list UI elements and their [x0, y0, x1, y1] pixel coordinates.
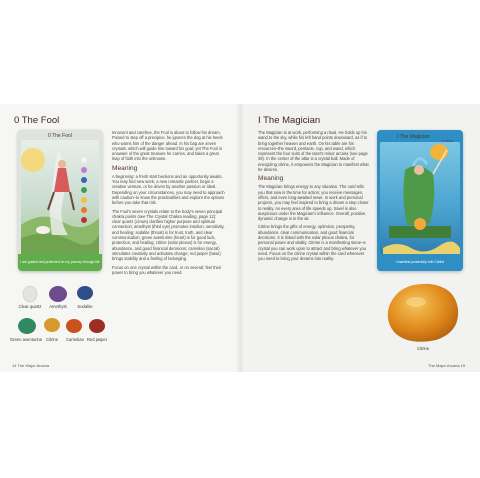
right-page-footer: The Major Arcana 15 — [428, 363, 466, 368]
carnelian-stone — [66, 319, 82, 333]
stone-label-red-jasper: Red jasper — [86, 337, 108, 342]
fool-card-art — [18, 130, 102, 271]
magician-card-subtitle: CITRINE — [441, 139, 453, 143]
magician-intro: The Magician is at work, performing a ritual. He holds up his wand to the sky, while his left hand points downward, as if to bring together heaven and earth. On his table are his resources–the sword, pentacle, cup, and wand, which represent the four suits of the tarot's minor arcana (see page 39). In the center of the altar is a crystal ball. Made of energizing citrine, it empowers the Magician to manifest what he desires. — [258, 130, 369, 173]
fool-meaning-p1: A beginning: a fresh start beckons and an opportunity awaits. You may find new work, a new romantic partner, begin a creative venture, or be driven by another passion or ideal. Depending on your circumstances, you may need to approach with caution–to know the practicalities and explore the options before you take that risk. — [112, 173, 225, 206]
fool-card-caption: I am guided and protected on my journey through life — [20, 260, 100, 264]
amethyst-stone — [49, 286, 67, 302]
stone-label-citrine-right: Citrine — [416, 346, 430, 351]
left-page — [0, 104, 240, 372]
stone-label-carnelian: Carnelian — [66, 337, 84, 342]
stone-label-citrine: Citrine — [45, 337, 59, 342]
stone-label-clear-quartz: Clear quartz — [18, 304, 42, 309]
magician-page-title: I The Magician — [258, 115, 321, 126]
magician-card-title: I The Magician — [397, 134, 430, 140]
left-page-footer: 14 The Major Arcana — [12, 363, 50, 368]
fool-intro: Innocent and carefree, the Fool is about to follow his dream. Poised to step off a precipice, he ignores the dog at his heels who warns him of the danger ahead. In his bag are seven crystals, which will guide him toward his goal; yet The Fool is unaware of the great treasure he carries, and takes a great leap of faith into the unknown. — [112, 130, 223, 162]
citrine-stone — [44, 318, 60, 332]
citrine-stone — [388, 284, 458, 342]
book-gutter — [236, 104, 244, 372]
stone-label-green-aventurine: Green aventurine — [9, 337, 43, 342]
magician-text-column — [258, 130, 370, 265]
fool-text-column — [112, 130, 226, 278]
fool-page-title: 0 The Fool — [14, 115, 60, 126]
clear-quartz-stone — [23, 286, 37, 302]
fool-card — [18, 130, 102, 271]
sodalite-stone — [77, 286, 93, 300]
magician-card-art — [377, 130, 463, 271]
green-aventurine-stone — [18, 318, 36, 334]
fool-card-title: 0 The Fool — [48, 133, 72, 139]
fool-meaning-p3: Focus on one crystal within the card, or on several; feel their power to bring you whatever you need. — [112, 264, 222, 275]
stone-label-amethyst: Amethyst — [49, 304, 67, 309]
red-jasper-stone — [89, 319, 105, 333]
fool-meaning-heading: Meaning — [112, 164, 138, 172]
magician-meaning-p1: The Magician brings energy to any situation. The card tells you that now is the time for action; you receive messages, offers, and even long-awaited news. In work and personal projects, you may feel inspired to bring a dream a step closer to reality. As every area of life speeds up, travel is also auspicious under the Magician's influence. Overall, positive, dynamic change is in the air. — [258, 184, 369, 222]
magician-card — [377, 130, 463, 271]
magician-meaning-heading: Meaning — [258, 175, 284, 183]
stone-label-sodalite: Sodalite — [77, 304, 93, 309]
fool-meaning-p2: The Fool's seven crystals relate to the body's seven principal chakra points (see The Crystal Chakra reading, page 12): clear quartz (crown) clarifies higher purpose and spiritual connection; amethyst (third eye) promotes intuition, sensitivity, and healing; sodalite (throat) is for trust, truth, and clear communication; green aventurine (heart) is for good luck, protection, and healing; citrine (solar plexus) is for energy, abundance, and good financial decisions; carnelian (sacral) stimulates creativity and activates change; red jasper (base) brings stability and a feeling of belonging. — [112, 208, 225, 262]
book-spread — [0, 104, 480, 372]
magician-card-caption: I manifest powerfully with Citrine — [395, 260, 445, 264]
magician-meaning-p2: Citrine brings the gifts of energy, optimism, prosperity, abundance, clear communication, and good financial decisions. It is linked with the solar plexus chakra, for personal power and vitality. Citrine is a manifesting stone–a crystal you can work upon to attract and bring whatever you need. Focus on the citrine crystal within the card whenever you need to bring your dreams into reality. — [258, 224, 367, 262]
right-page — [240, 104, 480, 372]
